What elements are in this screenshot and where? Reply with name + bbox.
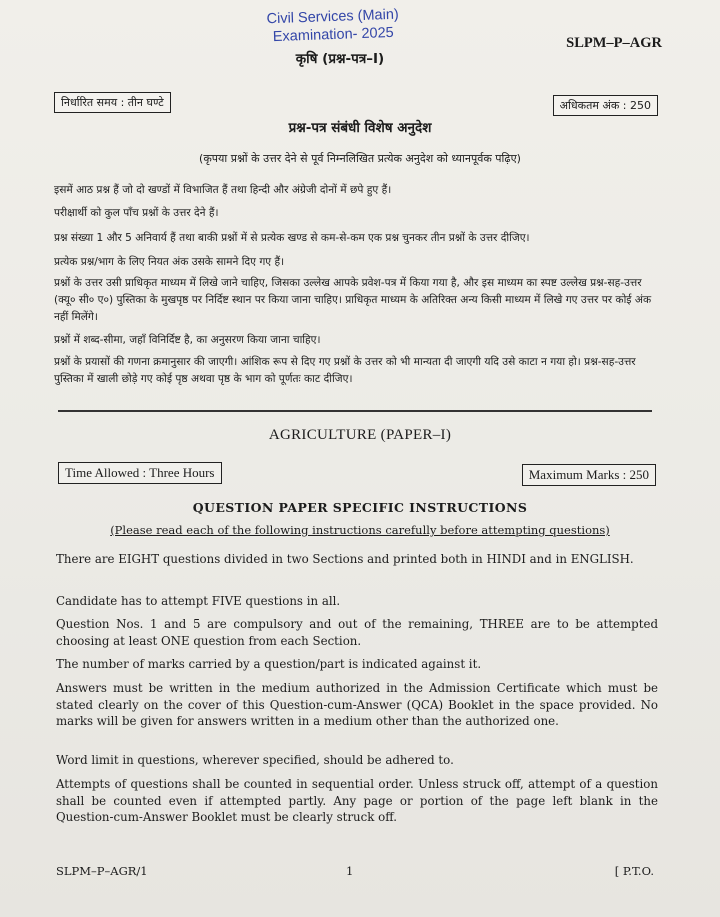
hindi-instruction-1: इसमें आठ प्रश्न हैं जो दो खण्डों में विभाजित हैं तथा हिन्दी और अंग्रेजी दोनों में छपे हुए हैं। (54, 184, 392, 196)
english-instruction-3: Question Nos. 1 and 5 are compulsory and out of the remaining, THREE are to be attempted choosing at least ONE question from each Section. (56, 617, 658, 648)
hindi-subject-title: कृषि (प्रश्न-पत्र–I) (295, 51, 385, 67)
english-instructions-title: QUESTION PAPER SPECIFIC INSTRUCTIONS (192, 500, 528, 515)
hindi-instruction-3: प्रश्न संख्या 1 और 5 अनिवार्य हैं तथा बाकी प्रश्नों में से प्रत्येक खण्ड से कम-से-कम एक प्रश्न चुनकर तीन प्रश्नों के उत्तर दीजिए। (54, 232, 530, 244)
english-instruction-2: Candidate has to attempt FIVE questions in all. (56, 594, 341, 608)
hindi-instruction-4: प्रत्येक प्रश्न/भाग के लिए नियत अंक उसके सामने दिए गए हैं। (54, 256, 285, 268)
hindi-instruction-6: प्रश्नों में शब्द-सीमा, जहाँ विनिर्दिष्ट है, का अनुसरण किया जाना चाहिए। (54, 334, 321, 346)
stamp-line-2: Examination- 2025 (272, 24, 395, 46)
footer-pto: [ P.T.O. (614, 864, 654, 878)
english-instructions-subtitle: (Please read each of the following instructions carefully before attempting questions) (110, 523, 610, 537)
paper-code: SLPM–P–AGR (566, 35, 662, 51)
english-instruction-6: Word limit in questions, wherever specified, should be adhered to. (56, 753, 454, 767)
english-time-box: Time Allowed : Three Hours (58, 462, 222, 484)
stamp-line-1: Civil Services (Main) (266, 6, 399, 28)
english-instruction-7: Attempts of questions shall be counted in sequential order. Unless struck off, attempt of a question shall be counted even if attempted partly. Any page or portion of the page left blank in the Question-cum-Answer Booklet must be clearly struck off. (56, 777, 658, 824)
english-subject-title: AGRICULTURE (PAPER–I) (268, 427, 452, 443)
english-marks-box: Maximum Marks : 250 (522, 464, 656, 486)
hindi-instruction-2: परीक्षार्थी को कुल पाँच प्रश्नों के उत्तर देने हैं। (54, 207, 219, 219)
exam-stamp (257, 5, 408, 46)
hindi-instructions-title: प्रश्न-पत्र संबंधी विशेष अनुदेश (288, 120, 432, 136)
footer-code-text: SLPM–P–AGR/1 (56, 864, 148, 878)
english-instruction-4: The number of marks carried by a question/part is indicated against it. (56, 657, 482, 671)
english-instruction-5: Answers must be written in the medium authorized in the Admission Certificate which must be stated clearly on the cover of this Question-cum-Answer (QCA) Booklet in the space provided. No marks will be given for answers written in a medium other than the authorized one. (56, 681, 658, 728)
hindi-instructions-subtitle: (कृपया प्रश्नों के उत्तर देने से पूर्व निम्नलिखित प्रत्येक अनुदेश को ध्यानपूर्वक पढ़िए) (199, 152, 521, 165)
english-instruction-1: There are EIGHT questions divided in two Sections and printed both in HINDI and in ENGLISH. (56, 552, 634, 566)
footer-page-number: 1 (346, 864, 354, 878)
hindi-marks-box: अधिकतम अंक : 250 (553, 95, 658, 116)
hindi-instruction-5: प्रश्नों के उत्तर उसी प्राधिकृत माध्यम में लिखे जाने चाहिए, जिसका उल्लेख आपके प्रवेश-पत्र में किया गया है, और इस माध्यम का स्पष्ट उल्लेख प्रश्न-सह-उत्तर (क्यू० सी० ए०) पुस्तिका के मुखपृष्ठ पर निर्दिष्ट स्थान पर किया जाना चाहिए। प्राधिकृत माध्यम के अतिरिक्त अन्य किसी माध्यम में लिखे गए उत्तर पर कोई अंक नहीं मिलेंगे। (54, 277, 652, 323)
hindi-time-box: निर्धारित समय : तीन घण्टे (54, 92, 171, 113)
hindi-instruction-7: प्रश्नों के प्रयासों की गणना क्रमानुसार की जाएगी। आंशिक रूप से दिए गए प्रश्नों के उत्तर को भी मान्यता दी जाएगी यदि उसे काटा न गया हो। प्रश्न-सह-उत्तर पुस्तिका में खाली छोड़े गए कोई पृष्ठ अथवा पृष्ठ के भाग को पूर्णतः काट दीजिए। (54, 356, 636, 385)
footer-paper-code (56, 864, 148, 878)
section-divider (58, 410, 652, 412)
